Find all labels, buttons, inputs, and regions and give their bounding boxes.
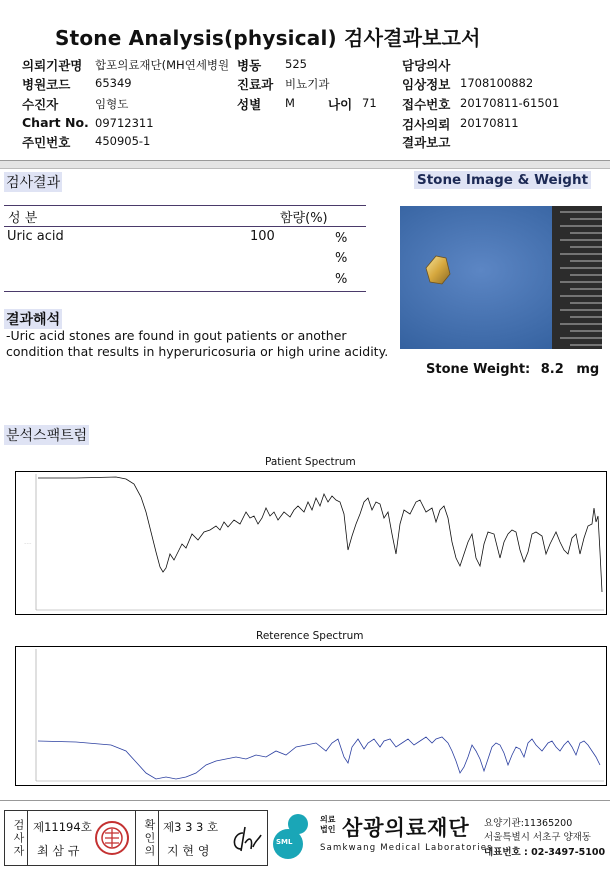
org-code: 요양기관:11365200: [484, 818, 573, 829]
col-content: 함량(%): [280, 211, 328, 226]
row-2-unit: %: [335, 251, 348, 266]
row-1-name: Uric acid: [7, 229, 64, 244]
value-sex: M: [285, 96, 295, 110]
org-prefix-2: 법인: [320, 825, 336, 834]
value-clinical-info: 1708100882: [460, 76, 534, 90]
value-institution: 합포의료재단(MH연세병원: [95, 58, 230, 72]
inspector-seal-icon: [93, 819, 131, 857]
inspector-name: 최 삼 규: [37, 844, 80, 858]
table-header-rule: [4, 226, 366, 227]
label-institution: 의뢰기관명: [22, 58, 83, 73]
col-component: 성 분: [8, 211, 38, 226]
value-chart-no: 09712311: [95, 116, 154, 130]
reference-spectrum-title: Reterence Spectrum: [256, 630, 364, 642]
interpretation-line-1: -Uric acid stones are found in gout patients or another: [6, 328, 347, 343]
stone-heading: Stone Image & Weight: [414, 171, 591, 189]
stone-image: [400, 206, 602, 349]
label-doctor: 담당의사: [402, 58, 451, 73]
label-clinical-info: 임상정보: [402, 77, 451, 92]
label-patient: 수진자: [22, 97, 59, 112]
footer-divider: [0, 800, 610, 801]
patient-spectrum-title: Patient Spectrum: [265, 456, 356, 468]
sml-logo-icon: [272, 812, 318, 860]
label-ward: 병동: [237, 58, 262, 73]
org-name-en: Samkwang Medical Laboratories: [320, 843, 493, 853]
value-receipt-no: 20170811-61501: [460, 96, 560, 110]
label-hospital-code: 병원코드: [22, 77, 71, 92]
label-chart-no: Chart No.: [22, 115, 89, 130]
header-divider: [0, 160, 610, 169]
label-age: 나이: [328, 97, 353, 112]
org-prefix: [320, 815, 335, 835]
interpretation-heading: 결과해석: [4, 309, 62, 329]
label-resident-no: 주민번호: [22, 135, 71, 150]
confirmer-signature-icon: [227, 823, 263, 857]
label-report-date: 결과보고: [402, 135, 451, 150]
label-request-date: 검사의뢰: [402, 117, 451, 132]
stone-weight-label: Stone Weight:: [426, 362, 531, 377]
stone-weight: [426, 362, 599, 377]
value-hospital-code: 65349: [95, 76, 132, 90]
value-age: 71: [362, 96, 377, 110]
inspector-license: 제11194호: [33, 820, 92, 834]
table-top-rule: [4, 205, 366, 206]
stone-weight-unit: mg: [576, 362, 600, 377]
org-phone: 대표번호 : 02-3497-5100: [484, 847, 606, 858]
interpretation-line-2: condition that results in hyperuricosuria or high urine acidity.: [6, 344, 389, 359]
value-dept: 비뇨기과: [285, 77, 330, 91]
label-receipt-no: 접수번호: [402, 97, 451, 112]
row-3-unit: %: [335, 272, 348, 287]
report-title: Stone Analysis(physical) 검사결과보고서: [55, 26, 481, 50]
confirmer-label: 확인의: [135, 811, 159, 865]
inspector-label: 검사자: [5, 811, 28, 865]
org-prefix-1: 의료: [320, 815, 336, 824]
signature-box: [4, 810, 268, 866]
confirmer-license: 제3 3 3 호: [163, 820, 219, 834]
value-request-date: 20170811: [460, 116, 519, 130]
spectrum-heading: 분석스팩트럼: [4, 425, 89, 445]
label-sex: 성별: [237, 97, 262, 112]
table-bottom-rule: [4, 291, 366, 292]
org-address: 서울특별시 서초구 양재동: [484, 832, 591, 843]
label-dept: 진료과: [237, 77, 274, 92]
stone-weight-value: 8.2: [540, 362, 564, 377]
value-resident-no: 450905-1: [95, 134, 151, 148]
reference-spectrum-chart: [15, 646, 607, 786]
org-name: 삼광의료재단: [342, 816, 470, 840]
results-heading: 검사결과: [4, 172, 62, 192]
value-patient: 임형도: [95, 97, 129, 111]
svg-text:~~~: ~~~: [24, 541, 32, 545]
row-1-value: 100: [250, 229, 275, 244]
confirmer-name: 지 현 영: [167, 844, 210, 858]
value-ward: 525: [285, 57, 307, 71]
patient-spectrum-chart: [15, 471, 607, 615]
logo-text: SML: [276, 838, 293, 846]
row-1-unit: %: [335, 231, 348, 246]
